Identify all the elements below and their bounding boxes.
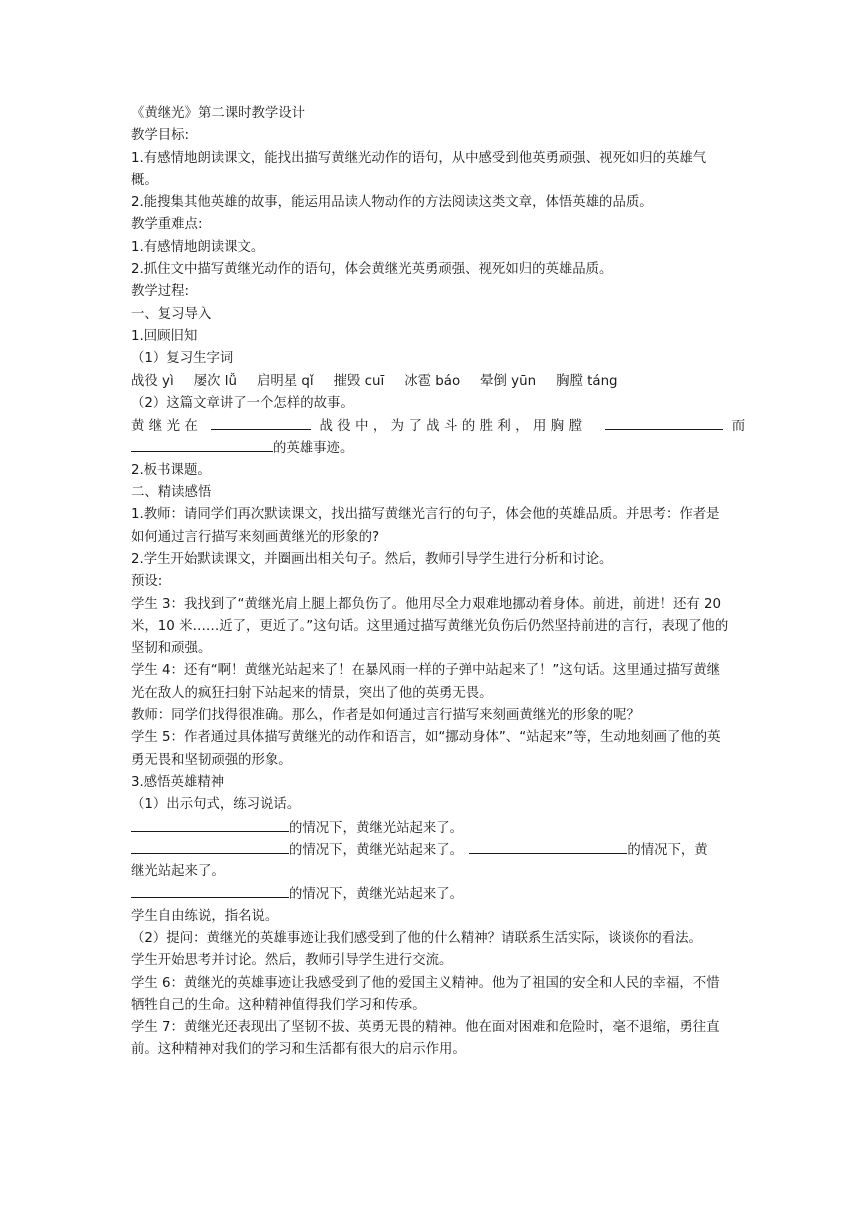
key-points-heading: 教学重难点: [131,217,203,233]
fill-in-sentence-cont [131,437,731,459]
fill-blank[interactable] [605,415,723,430]
fill-text: 而 [731,419,746,435]
pattern-line [131,883,731,905]
pinyin-word: 胸膛 táng [556,373,618,389]
paragraph: 学生 7：黄继光还表现出了坚韧不拔、英勇无畏的精神。他在面对困难和危险时，毫不退缩，勇往直前。这种精神对我们的学习和生活都有很大的启示作用。 [131,1020,720,1058]
goals-heading: 教学目标: [131,128,190,144]
fill-text: 的英雄事迹。 [273,441,354,457]
document-title: 《黄继光》第二课时教学设计 [131,106,306,121]
fill-blank[interactable] [131,883,289,898]
pattern-text: 的情况下，黄继光站起来了。 [289,842,464,858]
step-1-1-a: （1）复习生字词 [131,351,234,367]
pattern-text: 的情况下，黄继光站起来了。 [289,820,464,836]
pattern-line [131,839,731,861]
key-point-1: 1.有感情地朗读课文。 [131,239,265,255]
paragraph: 学生 5：作者通过具体描写黄继光的动作和语言，如“挪动身体”、“站起来”等，生动地刻画了他的英勇无畏和坚韧顽强的形象。 [131,730,721,768]
fill-in-sentence [131,415,746,437]
section-2-heading: 二、精读感悟 [131,485,212,501]
paragraph: （2）提问：黄继光的英雄事迹让我们感受到了他的什么精神？请联系生活实际，谈谈你的看法。 [131,930,702,946]
pattern-line-cont: 继光站起来了。 [131,864,225,880]
document-body [131,103,746,1062]
fill-text: 黄继光在 [131,419,203,435]
section-1-heading: 一、复习导入 [131,306,212,322]
step-1-2: 2.板书课题。 [131,462,211,478]
paragraph: 2.学生开始默读课文，并圈画出相关句子。然后，教师引导学生进行分析和讨论。 [131,551,613,567]
paragraph: 学生自由练说，指名说。 [131,908,279,924]
pinyin-word-list [131,371,731,393]
goal-2: 2.能搜集其他英雄的故事，能运用品读人物动作的方法阅读这类文章，体悟英雄的品质。 [131,195,653,211]
key-point-2: 2.抓住文中描写黄继光动作的语句，体会黄继光英勇顽强、视死如归的英雄品质。 [131,262,613,278]
pattern-line [131,817,731,839]
process-heading: 教学过程: [131,284,190,300]
pinyin-word: 冰雹 báo [404,373,461,389]
step-1-1-b: （2）这篇文章讲了一个怎样的故事。 [131,395,354,411]
step-1-1: 1.回顾旧知 [131,328,198,344]
fill-blank[interactable] [211,415,311,430]
paragraph: 1.教师：请同学们再次默读课文，找出描写黄继光言行的句子，体会他的英雄品质。并思考：作者是如何通过言行描写来刻画黄继光的形象的? [131,507,720,545]
paragraph: 学生 3：我找到了“黄继光肩上腿上都负伤了。他用尽全力艰难地挪动着身体。前进，前进！还有 20 米，10 米……近了，更近了。”这句话。这里通过描写黄继光负伤后仍然坚持前进的言行，表现了他的坚韧和顽强。 [131,596,729,657]
pattern-text: 的情况下，黄继光站起来了。 [289,887,464,903]
pinyin-word: 屡次 lǚ [193,373,237,389]
paragraph: （1）出示句式，练习说话。 [131,797,301,813]
fill-blank[interactable] [131,839,289,854]
fill-blank[interactable] [469,839,627,854]
goal-1: 1.有感情地朗读课文，能找出描写黄继光动作的语句，从中感受到他英勇顽强、视死如归的英雄气概。 [131,150,707,188]
paragraph: 学生开始思考并讨论。然后，教师引导学生进行交流。 [131,953,453,969]
pinyin-word: 战役 yì [131,373,174,389]
paragraph: 学生 6：黄继光的英雄事迹让我感受到了他的爱国主义精神。他为了祖国的安全和人民的幸福，不惜牺牲自己的生命。这种精神值得我们学习和传承。 [131,975,720,1013]
paragraph: 预设: [131,574,163,590]
fill-text: 战役中，为了战斗的胜利，用胸膛 [319,419,587,435]
pattern-text: 的情况下，黄 [627,842,708,858]
fill-blank[interactable] [131,817,289,832]
paragraph: 3.感悟英雄精神 [131,774,225,790]
paragraph: 学生 4：还有“啊！黄继光站起来了！在暴风雨一样的子弹中站起来了！”这句话。这里通过描写黄继光在敌人的疯狂扫射下站起来的情景，突出了他的英勇无畏。 [131,663,721,701]
pinyin-word: 晕倒 yūn [480,373,537,389]
fill-blank[interactable] [131,437,273,452]
pinyin-word: 摧毁 cuī [333,373,385,389]
paragraph: 教师：同学们找得很准确。那么，作者是如何通过言行描写来刻画黄继光的形象的呢？ [131,708,640,724]
pinyin-word: 启明星 qǐ [256,373,314,389]
